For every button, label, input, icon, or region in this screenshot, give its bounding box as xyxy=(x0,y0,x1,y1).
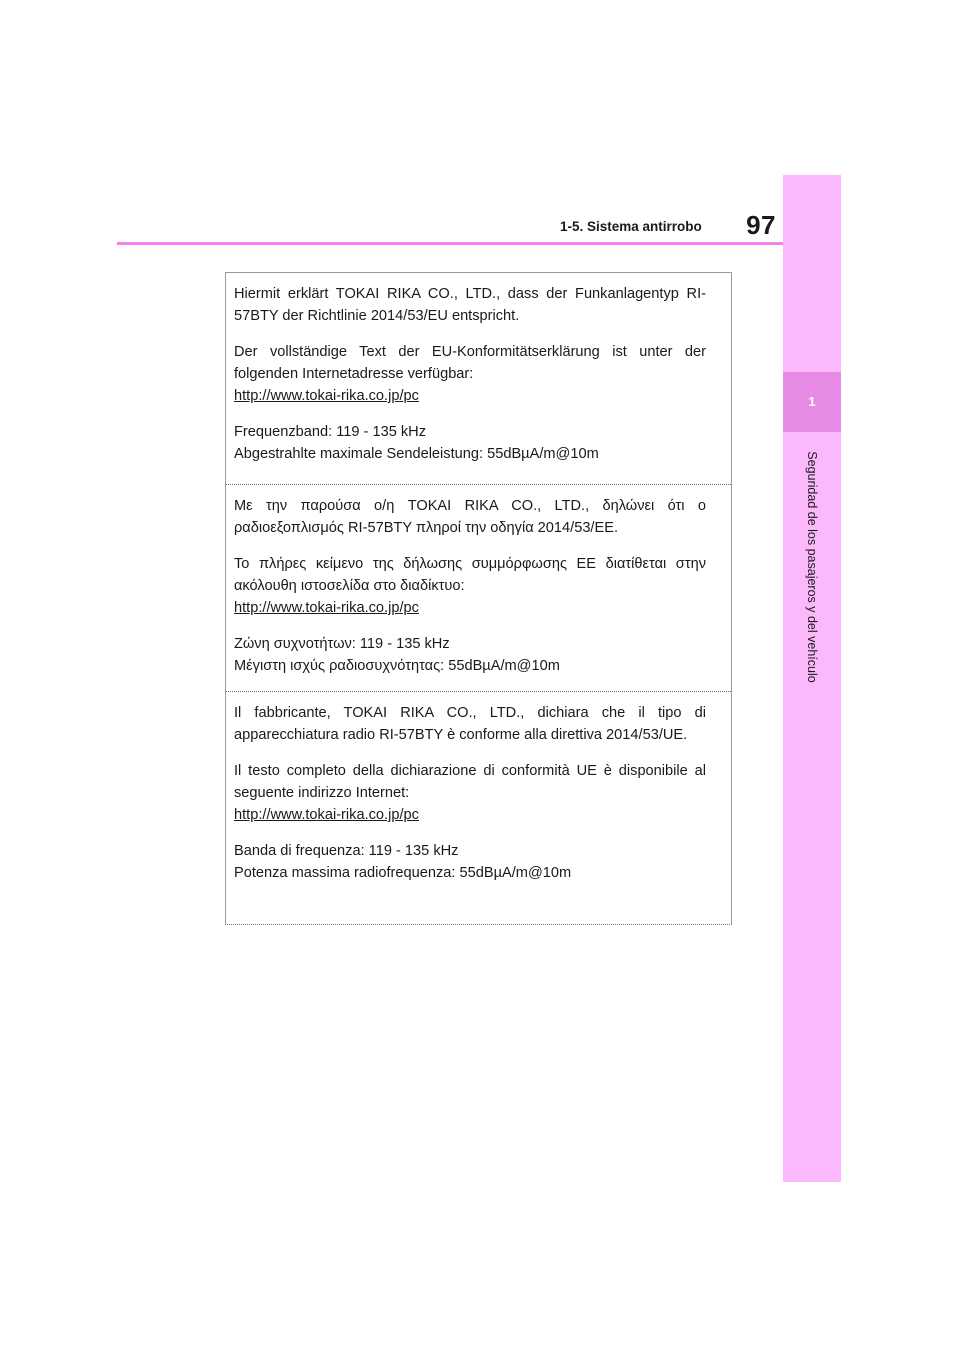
declaration-url-link[interactable]: http://www.tokai-rika.co.jp/pc xyxy=(234,807,419,823)
eu-declaration-box xyxy=(225,272,732,925)
page-number: 97 xyxy=(746,210,776,240)
declaration-frequency: Ζώνη συχνοτήτων: 119 - 135 kHz xyxy=(234,636,450,652)
declaration-statement: Hiermit erklärt TOKAI RIKA CO., LTD., dass der Funkanlagentyp RI-57BTY der Richtlinie 2014/53/EU entspricht. xyxy=(234,286,706,324)
declaration-power: Μέγιστη ισχύς ραδιοσυχνότητας: 55dBµA/m@10m xyxy=(234,658,560,674)
declaration-url-link[interactable]: http://www.tokai-rika.co.jp/pc xyxy=(234,388,419,404)
declaration-availability: Der vollständige Text der EU-Konformitätserklärung ist unter der folgenden Internetadresse verfügbar: xyxy=(234,344,706,382)
declaration-frequency: Frequenzband: 119 - 135 kHz xyxy=(234,424,426,440)
declaration-statement: Il fabbricante, TOKAI RIKA CO., LTD., dichiara che il tipo di apparecchiatura radio RI-57BTY è conforme alla direttiva 2014/53/UE. xyxy=(234,705,706,743)
section-title: 1-5. Sistema antirrobo xyxy=(560,219,702,234)
header-rule xyxy=(117,242,783,245)
declaration-statement: Με την παρούσα ο/η TOKAI RIKA CO., LTD., δηλώνει ότι ο ραδιοεξοπλισμός RI-57BTY πληροί την οδηγία 2014/53/ΕΕ. xyxy=(234,498,706,536)
chapter-number: 1 xyxy=(808,394,816,409)
declaration-italian xyxy=(226,691,731,884)
declaration-power: Potenza massima radiofrequenza: 55dBµA/m@10m xyxy=(234,865,572,881)
declaration-german xyxy=(226,273,731,465)
declaration-url-link[interactable]: http://www.tokai-rika.co.jp/pc xyxy=(234,600,419,616)
declaration-availability: Il testo completo della dichiarazione di conformità UE è disponibile al seguente indirizzo Internet: xyxy=(234,763,706,801)
declaration-power: Abgestrahlte maximale Sendeleistung: 55dBµA/m@10m xyxy=(234,446,599,462)
declaration-greek xyxy=(226,484,731,677)
declaration-availability: Το πλήρες κείμενο της δήλωσης συμμόρφωσης ΕΕ διατίθεται στην ακόλουθη ιστοσελίδα στο διαδίκτυο: xyxy=(234,556,706,594)
chapter-title: Seguridad de los pasajeros y del vehículo xyxy=(805,451,819,683)
declaration-frequency: Banda di frequenza: 119 - 135 kHz xyxy=(234,843,459,859)
